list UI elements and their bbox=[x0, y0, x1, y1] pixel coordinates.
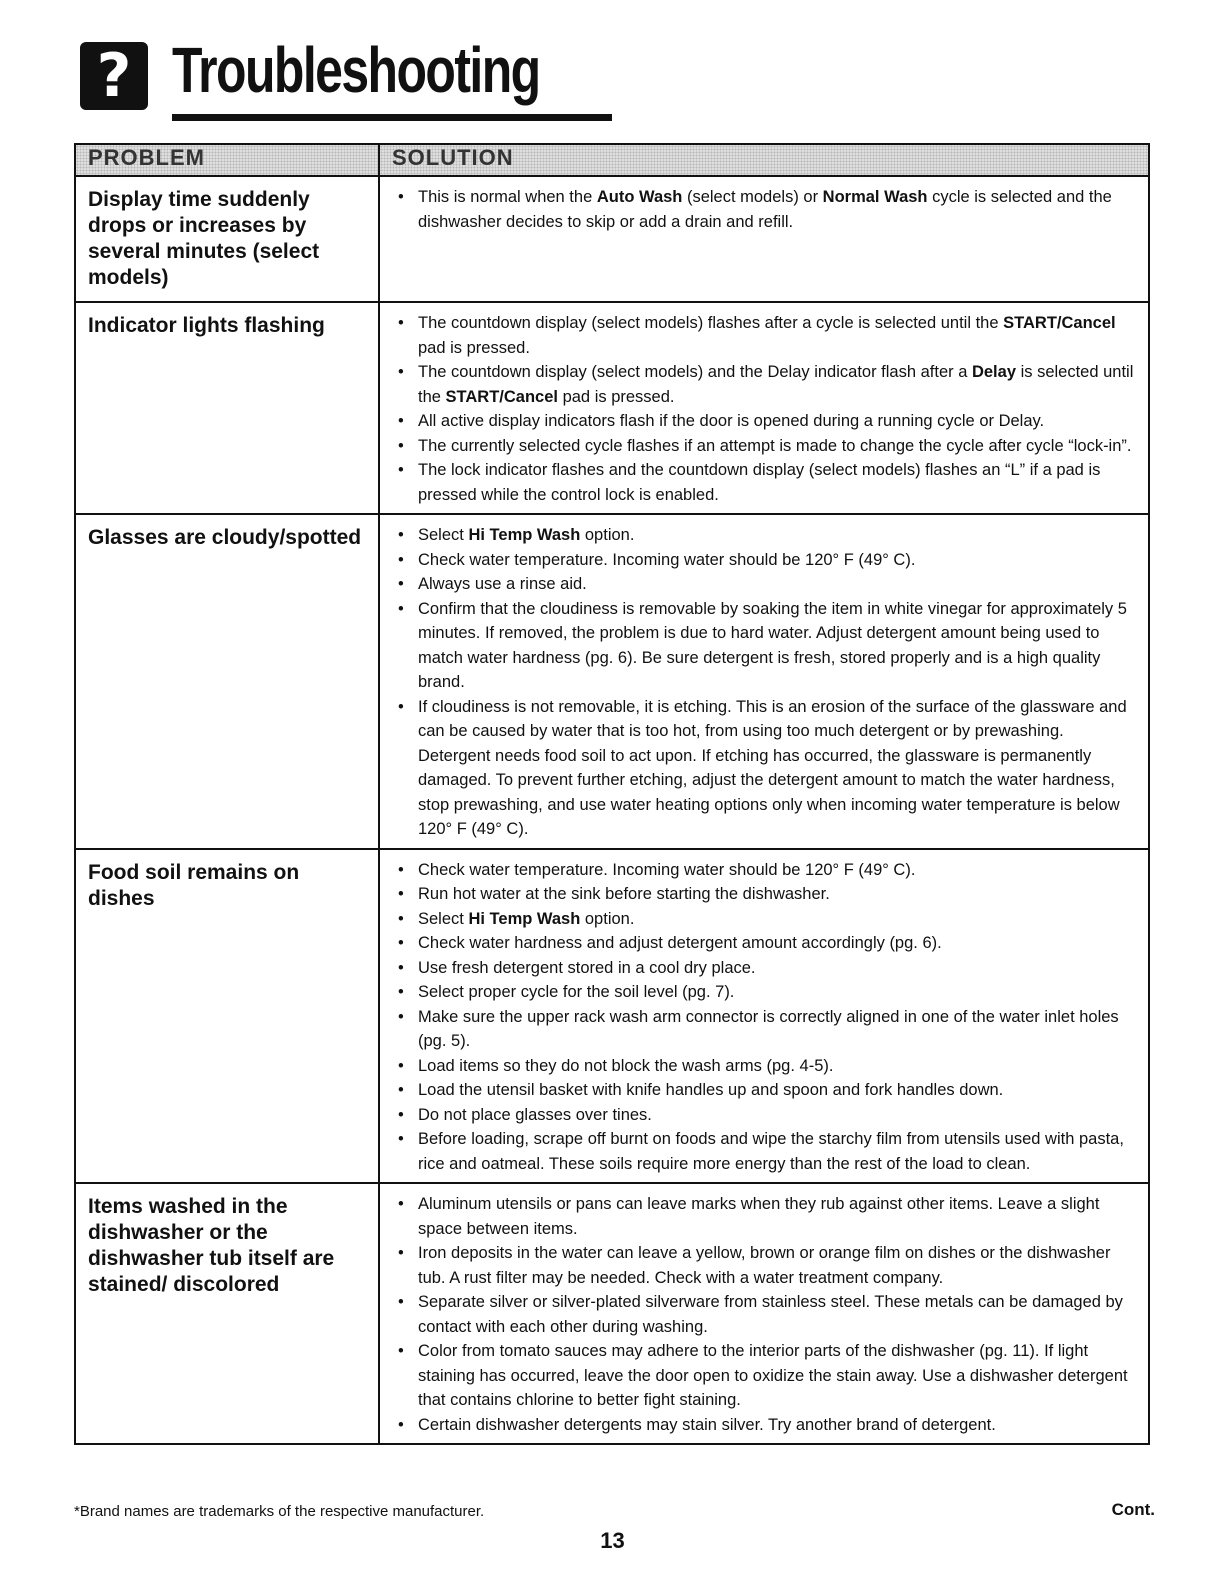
solution-text: Check water hardness and adjust detergent amount accordingly (pg. 6). bbox=[418, 934, 942, 952]
solution-item bbox=[394, 858, 1138, 883]
solution-list bbox=[394, 1192, 1138, 1437]
problem-cell: Food soil remains on dishes bbox=[75, 849, 379, 1184]
solution-text: Separate silver or silver-plated silverware from stainless steel. These metals can be damaged by contact with each other during washing. bbox=[418, 1293, 1123, 1336]
solution-text: is selected until the bbox=[418, 363, 1134, 406]
solution-emphasis: START/Cancel bbox=[445, 387, 558, 406]
solution-text: Check water temperature. Incoming water should be 120° F (49° C). bbox=[418, 860, 916, 879]
solution-text: cycle is selected and the dishwasher decides to skip or add a drain and refill. bbox=[418, 188, 1112, 231]
solution-cell bbox=[379, 514, 1149, 849]
solution-item bbox=[394, 882, 1138, 907]
solution-text: Run hot water at the sink before starting the dishwasher. bbox=[418, 885, 830, 903]
solution-item bbox=[394, 434, 1138, 459]
solution-text: pad is pressed. bbox=[558, 387, 675, 406]
solution-item bbox=[394, 572, 1138, 597]
solution-text: (select models) or bbox=[682, 188, 823, 206]
solution-text: Do not place glasses over tines. bbox=[418, 1105, 652, 1124]
table-header-row bbox=[75, 144, 1149, 176]
solution-text: Check water temperature. Incoming water should be 120° F (49° C). bbox=[418, 550, 916, 569]
solution-list bbox=[394, 185, 1138, 234]
solution-text: Select bbox=[418, 526, 469, 544]
solution-text: Select bbox=[418, 909, 469, 928]
solution-text: The countdown display (select models) flashes after a cycle is selected until the bbox=[418, 314, 1004, 332]
problem-cell: Items washed in the dishwasher or the dishwasher tub itself are stained/ discolored bbox=[75, 1183, 379, 1444]
question-mark-icon: ? bbox=[80, 42, 148, 110]
solution-text: Iron deposits in the water can leave a yellow, brown or orange film on dishes or the dishwasher tub. A rust filter may be needed. Check with a water treatment company. bbox=[418, 1244, 1111, 1287]
solution-item bbox=[394, 931, 1138, 956]
solution-item bbox=[394, 980, 1138, 1005]
solution-item bbox=[394, 458, 1138, 507]
troubleshooting-table bbox=[74, 143, 1150, 1445]
solution-item bbox=[394, 695, 1138, 842]
solution-text: Always use a rinse aid. bbox=[418, 575, 587, 593]
page-title: Troubleshooting bbox=[172, 34, 540, 106]
solution-item bbox=[394, 1241, 1138, 1290]
problem-cell: Indicator lights flashing bbox=[75, 302, 379, 514]
solution-item bbox=[394, 523, 1138, 548]
solution-item bbox=[394, 907, 1138, 932]
solution-text: The countdown display (select models) and the Delay indicator flash after a bbox=[418, 363, 972, 381]
solution-item bbox=[394, 1339, 1138, 1413]
column-header-problem: PROBLEM bbox=[75, 144, 379, 176]
solution-emphasis: Delay bbox=[971, 363, 1016, 381]
solution-item bbox=[394, 1192, 1138, 1241]
solution-text: Use fresh detergent stored in a cool dry place. bbox=[418, 958, 756, 977]
solution-item bbox=[394, 956, 1138, 981]
solution-text: Confirm that the cloudiness is removable by soaking the item in white vinegar for approximately 5 minutes. If removed, the problem is due to hard water. Adjust detergent amount being used to match water hardness (pg. 6). Be sure detergent is fresh, stored properly and is a high quality brand. bbox=[418, 599, 1127, 691]
solution-text: Color from tomato sauces may adhere to the interior parts of the dishwasher (pg. 11). If light staining has occurred, leave the door open to oxidize the stain away. Use a dishwasher detergent that contains chlorine to better fight staining. bbox=[418, 1342, 1128, 1409]
problem-cell: Display time suddenly drops or increases by several minutes (select models) bbox=[75, 176, 379, 302]
table-row bbox=[75, 849, 1149, 1184]
solution-emphasis: Hi Temp Wash bbox=[468, 526, 581, 544]
solution-text: Make sure the upper rack wash arm connector is correctly aligned in one of the water inlet holes (pg. 5). bbox=[418, 1007, 1119, 1050]
problem-cell: Glasses are cloudy/spotted bbox=[75, 514, 379, 849]
continued-label: Cont. bbox=[1111, 1500, 1155, 1519]
solution-text: Load items so they do not block the wash arms (pg. 4-5). bbox=[418, 1056, 834, 1075]
solution-item bbox=[394, 1127, 1138, 1176]
solution-text: Aluminum utensils or pans can leave marks when they rub against other items. Leave a slight space between items. bbox=[418, 1195, 1100, 1238]
table-row bbox=[75, 514, 1149, 849]
solution-list bbox=[394, 858, 1138, 1177]
solution-text: The lock indicator flashes and the countdown display (select models) flashes an “L” if a pad is pressed while the control lock is enabled. bbox=[418, 461, 1101, 504]
solution-item bbox=[394, 597, 1138, 695]
solution-text: Certain dishwasher detergents may stain silver. Try another brand of detergent. bbox=[418, 1415, 996, 1434]
column-header-solution: SOLUTION bbox=[379, 144, 1149, 176]
solution-list bbox=[394, 523, 1138, 842]
solution-text: This is normal when the bbox=[418, 188, 597, 206]
solution-item bbox=[394, 409, 1138, 434]
solution-item bbox=[394, 1078, 1138, 1103]
solution-item bbox=[394, 1413, 1138, 1438]
table-row bbox=[75, 302, 1149, 514]
title-underline bbox=[172, 114, 612, 121]
solution-text: The currently selected cycle flashes if an attempt is made to change the cycle after cycle “lock-in”. bbox=[418, 436, 1132, 455]
solution-text: Load the utensil basket with knife handles up and spoon and fork handles down. bbox=[418, 1081, 1004, 1099]
table-row bbox=[75, 1183, 1149, 1444]
solution-text: option. bbox=[580, 909, 635, 928]
solution-item bbox=[394, 360, 1138, 409]
solution-emphasis: Auto Wash bbox=[596, 188, 683, 206]
solution-item bbox=[394, 548, 1138, 573]
table-row bbox=[75, 176, 1149, 302]
solution-text: Select proper cycle for the soil level (pg. 7). bbox=[418, 983, 735, 1001]
solution-item bbox=[394, 1005, 1138, 1054]
solution-item bbox=[394, 1290, 1138, 1339]
solution-cell bbox=[379, 176, 1149, 302]
solution-cell bbox=[379, 302, 1149, 514]
solution-emphasis: Normal Wash bbox=[822, 188, 928, 206]
solution-item bbox=[394, 1103, 1138, 1128]
solution-cell bbox=[379, 1183, 1149, 1444]
solution-emphasis: Hi Temp Wash bbox=[468, 909, 581, 928]
solution-cell bbox=[379, 849, 1149, 1184]
solution-text: If cloudiness is not removable, it is etching. This is an erosion of the surface of the glassware and can be caused by water that is too hot, from using too much detergent or by prewashing. Detergent needs food soil to act upon. If etching has occurred, the glassware is permanently damaged. To prevent further etching, adjust the detergent amount to match the water hardness, stop prewashing, and use water heating options only when incoming water temperature is below 120° F (49° C). bbox=[418, 697, 1127, 838]
solution-text: All active display indicators flash if the door is opened during a running cycle or Delay. bbox=[418, 412, 1045, 430]
solution-item bbox=[394, 311, 1138, 360]
solution-item bbox=[394, 1054, 1138, 1079]
solution-text: pad is pressed. bbox=[418, 338, 530, 357]
solution-text: Before loading, scrape off burnt on foods and wipe the starchy film from utensils used with pasta, rice and oatmeal. These soils require more energy than the rest of the load to clean. bbox=[418, 1130, 1124, 1173]
solution-list bbox=[394, 311, 1138, 507]
solution-item bbox=[394, 185, 1138, 234]
trademark-footnote: *Brand names are trademarks of the respective manufacturer. bbox=[74, 1503, 485, 1520]
page-number: 13 bbox=[600, 1528, 625, 1553]
page-header bbox=[80, 30, 540, 120]
solution-text: option. bbox=[580, 526, 635, 544]
table-body bbox=[75, 176, 1149, 1444]
solution-emphasis: START/Cancel bbox=[1003, 314, 1116, 332]
